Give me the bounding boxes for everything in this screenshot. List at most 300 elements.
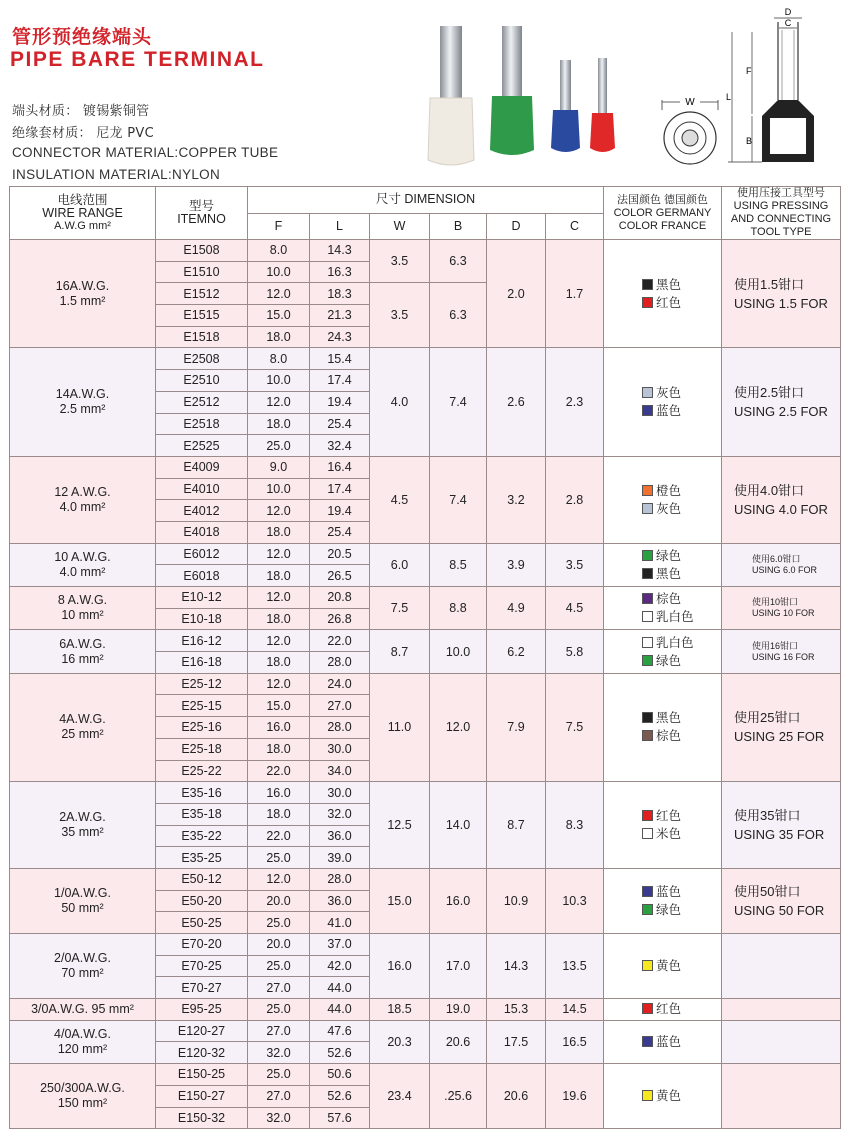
d-cell: 6.2 <box>487 630 546 673</box>
color-cell <box>604 587 722 630</box>
f-cell: 20.0 <box>248 934 310 956</box>
item-no-cell: E150-25 <box>156 1064 248 1086</box>
l-cell: 36.0 <box>310 825 370 847</box>
color-swatch <box>642 1003 653 1014</box>
b-cell: 6.3 <box>430 283 487 348</box>
d-cell: 2.6 <box>487 348 546 456</box>
color-swatch <box>642 550 653 561</box>
wire-range-line: 6A.W.G. <box>59 636 106 651</box>
item-no-cell: E25-16 <box>156 717 248 739</box>
w-cell: 3.5 <box>370 240 430 283</box>
d-cell: 15.3 <box>487 999 546 1021</box>
tool-cell <box>722 543 841 586</box>
color-entry <box>642 547 721 565</box>
color-entry <box>642 384 721 402</box>
color-cell <box>604 630 722 673</box>
f-cell: 16.0 <box>248 782 310 804</box>
f-cell: 25.0 <box>248 847 310 869</box>
color-label: 棕色 <box>656 592 682 607</box>
color-entry <box>642 294 721 312</box>
dim-label-l: L <box>726 92 732 102</box>
color-label: 红色 <box>656 1002 682 1017</box>
wire-range-cell <box>10 240 156 348</box>
header-color: 法国颜色 德国颜色 COLOR GERMANY COLOR FRANCE <box>604 187 722 240</box>
f-cell: 12.0 <box>248 391 310 413</box>
color-swatch <box>642 503 653 514</box>
b-cell: 12.0 <box>430 673 487 781</box>
wire-range-cell <box>10 934 156 999</box>
b-cell: 14.0 <box>430 782 487 869</box>
d-cell: 3.2 <box>487 456 546 543</box>
w-cell: 6.0 <box>370 543 430 586</box>
f-cell: 25.0 <box>248 435 310 457</box>
color-entry <box>642 634 721 652</box>
wire-range-line: 1.5 mm² <box>59 293 106 308</box>
l-cell: 20.5 <box>310 543 370 565</box>
c-cell: 10.3 <box>546 868 604 933</box>
tool-cell <box>722 868 841 933</box>
color-cell <box>604 543 722 586</box>
color-label: 蓝色 <box>656 1034 682 1049</box>
item-no-cell: E6012 <box>156 543 248 565</box>
w-cell: 4.5 <box>370 456 430 543</box>
l-cell: 22.0 <box>310 630 370 652</box>
f-cell: 18.0 <box>248 326 310 348</box>
color-swatch <box>642 279 653 290</box>
tool-cell <box>722 1064 841 1129</box>
color-entry <box>642 652 721 670</box>
l-cell: 25.4 <box>310 413 370 435</box>
item-no-cell: E2508 <box>156 348 248 370</box>
item-no-cell: E4012 <box>156 500 248 522</box>
table-row <box>10 673 841 695</box>
l-cell: 17.4 <box>310 478 370 500</box>
l-cell: 30.0 <box>310 782 370 804</box>
color-entry <box>642 883 721 901</box>
wire-range-line: 35 mm² <box>61 825 104 840</box>
f-cell: 18.0 <box>248 565 310 587</box>
l-cell: 16.4 <box>310 456 370 478</box>
item-no-cell: E4010 <box>156 478 248 500</box>
w-cell: 20.3 <box>370 1020 430 1063</box>
item-no-cell: E1508 <box>156 240 248 262</box>
item-no-cell: E4018 <box>156 521 248 543</box>
d-cell: 14.3 <box>487 934 546 999</box>
item-no-cell: E150-32 <box>156 1107 248 1129</box>
d-cell: 8.7 <box>487 782 546 869</box>
b-cell: 8.5 <box>430 543 487 586</box>
table-row <box>10 348 841 370</box>
item-no-cell: E1510 <box>156 261 248 283</box>
color-label: 蓝色 <box>656 884 682 899</box>
color-swatch <box>642 904 653 915</box>
d-cell: 3.9 <box>487 543 546 586</box>
wire-range-line: 16A.W.G. <box>55 278 110 293</box>
tool-line: USING 2.5 FOR <box>734 404 828 420</box>
l-cell: 21.3 <box>310 305 370 327</box>
l-cell: 36.0 <box>310 890 370 912</box>
wire-range-cell <box>10 782 156 869</box>
w-cell: 23.4 <box>370 1064 430 1129</box>
item-no-cell: E10-12 <box>156 587 248 609</box>
tool-line: USING 1.5 FOR <box>734 295 828 311</box>
color-entry <box>642 608 721 626</box>
item-no-cell: E120-32 <box>156 1042 248 1064</box>
item-no-cell: E16-18 <box>156 652 248 674</box>
color-cell <box>604 240 722 348</box>
w-cell: 4.0 <box>370 348 430 456</box>
dim-label-b: B <box>746 136 753 146</box>
item-no-cell: E10-18 <box>156 608 248 630</box>
f-cell: 15.0 <box>248 305 310 327</box>
wire-range-line: 150 mm² <box>57 1096 108 1111</box>
wire-range-line: 4.0 mm² <box>59 499 106 514</box>
header-l: L <box>310 213 370 240</box>
terminal-photos <box>420 18 640 168</box>
wire-range-line: 4.0 mm² <box>59 564 106 579</box>
b-cell: 16.0 <box>430 868 487 933</box>
l-cell: 42.0 <box>310 955 370 977</box>
f-cell: 12.0 <box>248 283 310 305</box>
white-terminal-tube <box>440 26 462 98</box>
color-label: 橙色 <box>656 483 682 498</box>
color-label: 棕色 <box>656 729 682 744</box>
l-cell: 25.4 <box>310 521 370 543</box>
d-cell: 20.6 <box>487 1064 546 1129</box>
item-no-cell: E50-12 <box>156 868 248 890</box>
color-swatch <box>642 568 653 579</box>
l-cell: 14.3 <box>310 240 370 262</box>
c-cell: 2.8 <box>546 456 604 543</box>
d-cell: 17.5 <box>487 1020 546 1063</box>
color-entry <box>642 901 721 919</box>
color-cell <box>604 1064 722 1129</box>
color-label: 黑色 <box>656 277 682 292</box>
wire-range-line: 70 mm² <box>61 966 104 981</box>
item-no-cell: E2510 <box>156 370 248 392</box>
tool-line: USING 10 FOR <box>752 608 815 619</box>
color-label: 灰色 <box>656 386 682 401</box>
tool-cell <box>722 673 841 781</box>
tool-line: 使用4.0钳口 <box>734 482 805 498</box>
color-label: 绿色 <box>656 902 682 917</box>
tool-line: 使用50钳口 <box>734 883 801 899</box>
color-swatch <box>642 960 653 971</box>
color-entry <box>642 957 721 975</box>
c-cell: 3.5 <box>546 543 604 586</box>
tool-line: USING 16 FOR <box>752 651 815 662</box>
f-cell: 12.0 <box>248 868 310 890</box>
l-cell: 20.8 <box>310 587 370 609</box>
f-cell: 25.0 <box>248 1064 310 1086</box>
l-cell: 19.4 <box>310 391 370 413</box>
wire-range-cell <box>10 868 156 933</box>
header-d: D <box>487 213 546 240</box>
dim-label-d: D <box>784 7 792 17</box>
table-row <box>10 1020 841 1042</box>
wire-range-cell <box>10 456 156 543</box>
color-swatch <box>642 637 653 648</box>
c-cell: 5.8 <box>546 630 604 673</box>
b-cell: 7.4 <box>430 456 487 543</box>
l-cell: 57.6 <box>310 1107 370 1129</box>
color-swatch <box>642 730 653 741</box>
header-wire-range: 电线范围 WIRE RANGE A.W.G mm² <box>10 187 156 240</box>
item-no-cell: E6018 <box>156 565 248 587</box>
table-row <box>10 1064 841 1086</box>
color-label: 红色 <box>656 809 682 824</box>
color-label: 黑色 <box>656 711 682 726</box>
w-cell: 11.0 <box>370 673 430 781</box>
header-f: F <box>248 213 310 240</box>
table-row <box>10 456 841 478</box>
item-no-cell: E150-27 <box>156 1085 248 1107</box>
wire-range-cell <box>10 1064 156 1129</box>
wire-range-cell <box>10 543 156 586</box>
f-cell: 15.0 <box>248 695 310 717</box>
b-cell: .25.6 <box>430 1064 487 1129</box>
color-cell <box>604 934 722 999</box>
tool-line: 使用2.5钳口 <box>734 385 805 401</box>
wire-range-cell <box>10 1020 156 1063</box>
item-no-cell: E1518 <box>156 326 248 348</box>
c-cell: 14.5 <box>546 999 604 1021</box>
tool-cell <box>722 587 841 630</box>
b-cell: 6.3 <box>430 240 487 283</box>
color-entry <box>642 565 721 583</box>
red-terminal-sleeve <box>590 113 615 152</box>
color-entry <box>642 727 721 745</box>
color-label: 红色 <box>656 295 682 310</box>
f-cell: 25.0 <box>248 955 310 977</box>
item-no-cell: E2512 <box>156 391 248 413</box>
color-cell <box>604 348 722 456</box>
tool-cell <box>722 456 841 543</box>
color-cell <box>604 673 722 781</box>
wire-range-line: 25 mm² <box>61 727 104 742</box>
color-swatch <box>642 611 653 622</box>
l-cell: 52.6 <box>310 1042 370 1064</box>
color-swatch <box>642 485 653 496</box>
l-cell: 37.0 <box>310 934 370 956</box>
f-cell: 12.0 <box>248 587 310 609</box>
color-swatch <box>642 387 653 398</box>
l-cell: 15.4 <box>310 348 370 370</box>
l-cell: 30.0 <box>310 738 370 760</box>
table-row <box>10 782 841 804</box>
table-row <box>10 934 841 956</box>
item-no-cell: E35-22 <box>156 825 248 847</box>
f-cell: 20.0 <box>248 890 310 912</box>
table-row <box>10 630 841 652</box>
wire-range-cell <box>10 587 156 630</box>
l-cell: 52.6 <box>310 1085 370 1107</box>
b-cell: 17.0 <box>430 934 487 999</box>
color-entry <box>642 709 721 727</box>
item-no-cell: E1515 <box>156 305 248 327</box>
color-swatch <box>642 712 653 723</box>
item-no-cell: E25-22 <box>156 760 248 782</box>
b-cell: 19.0 <box>430 999 487 1021</box>
tool-line: USING 35 FOR <box>734 827 825 843</box>
color-swatch <box>642 1090 653 1101</box>
f-cell: 18.0 <box>248 738 310 760</box>
f-cell: 8.0 <box>248 240 310 262</box>
color-label: 黄色 <box>656 1089 682 1104</box>
blue-terminal-tube <box>560 60 571 110</box>
item-no-cell: E70-27 <box>156 977 248 999</box>
color-label: 绿色 <box>656 548 682 563</box>
color-cell <box>604 782 722 869</box>
dim-label-w: W <box>685 97 695 108</box>
tool-line: 使用10钳口 <box>752 597 799 608</box>
wire-range-cell <box>10 999 156 1021</box>
f-cell: 27.0 <box>248 1085 310 1107</box>
color-cell <box>604 999 722 1021</box>
color-cell <box>604 868 722 933</box>
l-cell: 39.0 <box>310 847 370 869</box>
connector-material-cn: 端头材质： 镀锡紫铜管 <box>12 104 150 119</box>
wire-range-line: 16 mm² <box>61 651 104 666</box>
tool-cell <box>722 934 841 999</box>
l-cell: 26.5 <box>310 565 370 587</box>
c-cell: 2.3 <box>546 348 604 456</box>
b-cell: 20.6 <box>430 1020 487 1063</box>
color-label: 绿色 <box>656 653 682 668</box>
title-chinese: 管形预绝缘端头 <box>12 26 153 48</box>
item-no-cell: E70-20 <box>156 934 248 956</box>
l-cell: 32.4 <box>310 435 370 457</box>
wire-range-line: 2.5 mm² <box>59 402 106 417</box>
l-cell: 44.0 <box>310 977 370 999</box>
item-no-cell: E25-12 <box>156 673 248 695</box>
c-cell: 13.5 <box>546 934 604 999</box>
color-entry <box>642 825 721 843</box>
c-cell: 16.5 <box>546 1020 604 1063</box>
l-cell: 28.0 <box>310 717 370 739</box>
f-cell: 32.0 <box>248 1107 310 1129</box>
color-cell <box>604 1020 722 1063</box>
w-cell: 15.0 <box>370 868 430 933</box>
w-cell: 12.5 <box>370 782 430 869</box>
d-cell: 4.9 <box>487 587 546 630</box>
green-terminal-sleeve <box>490 96 534 155</box>
color-swatch <box>642 593 653 604</box>
item-no-cell: E25-15 <box>156 695 248 717</box>
blue-terminal-sleeve <box>551 110 580 152</box>
wire-range-line: 4/0A.W.G. <box>54 1026 111 1041</box>
f-cell: 27.0 <box>248 1020 310 1042</box>
table-row <box>10 587 841 609</box>
tool-line: 使用1.5钳口 <box>734 276 805 292</box>
item-no-cell: E1512 <box>156 283 248 305</box>
l-cell: 18.3 <box>310 283 370 305</box>
w-cell: 3.5 <box>370 283 430 348</box>
l-cell: 26.8 <box>310 608 370 630</box>
l-cell: 24.3 <box>310 326 370 348</box>
f-cell: 18.0 <box>248 413 310 435</box>
color-entry <box>642 1000 721 1018</box>
wire-range-cell <box>10 630 156 673</box>
color-swatch <box>642 1036 653 1047</box>
table-row <box>10 240 841 262</box>
c-cell: 4.5 <box>546 587 604 630</box>
wire-range-cell <box>10 673 156 781</box>
d-cell: 7.9 <box>487 673 546 781</box>
tool-line: 使用35钳口 <box>734 808 801 824</box>
l-cell: 28.0 <box>310 652 370 674</box>
f-cell: 12.0 <box>248 630 310 652</box>
f-cell: 22.0 <box>248 760 310 782</box>
d-cell: 10.9 <box>487 868 546 933</box>
f-cell: 10.0 <box>248 478 310 500</box>
item-no-cell: E16-12 <box>156 630 248 652</box>
color-label: 乳白色 <box>656 635 694 650</box>
wire-range-line: 10 A.W.G. <box>54 549 111 564</box>
item-no-cell: E2518 <box>156 413 248 435</box>
l-cell: 27.0 <box>310 695 370 717</box>
tool-cell <box>722 1020 841 1063</box>
l-cell: 24.0 <box>310 673 370 695</box>
connector-material-en: CONNECTOR MATERIAL:COPPER TUBE <box>12 145 279 160</box>
tool-cell <box>722 240 841 348</box>
color-cell <box>604 456 722 543</box>
f-cell: 27.0 <box>248 977 310 999</box>
color-entry <box>642 1033 721 1051</box>
l-cell: 19.4 <box>310 500 370 522</box>
c-cell: 19.6 <box>546 1064 604 1129</box>
color-entry <box>642 590 721 608</box>
f-cell: 10.0 <box>248 261 310 283</box>
f-cell: 12.0 <box>248 543 310 565</box>
f-cell: 25.0 <box>248 999 310 1021</box>
b-cell: 8.8 <box>430 587 487 630</box>
color-label: 灰色 <box>656 501 682 516</box>
title-english: PIPE BARE TERMINAL <box>10 48 265 71</box>
header-w: W <box>370 213 430 240</box>
tool-line: USING 25 FOR <box>734 729 825 745</box>
f-cell: 18.0 <box>248 521 310 543</box>
color-entry <box>642 1087 721 1105</box>
color-swatch <box>642 828 653 839</box>
w-cell: 7.5 <box>370 587 430 630</box>
f-cell: 18.0 <box>248 608 310 630</box>
color-label: 米色 <box>656 827 682 842</box>
item-no-cell: E50-20 <box>156 890 248 912</box>
color-label: 乳白色 <box>656 610 694 625</box>
wire-range-line: 3/0A.W.G. 95 mm² <box>31 1001 134 1016</box>
wire-range-line: 1/0A.W.G. <box>54 885 111 900</box>
item-no-cell: E70-25 <box>156 955 248 977</box>
color-entry <box>642 500 721 518</box>
wire-range-line: 12 A.W.G. <box>54 484 111 499</box>
f-cell: 12.0 <box>248 673 310 695</box>
tool-cell <box>722 630 841 673</box>
l-cell: 34.0 <box>310 760 370 782</box>
wire-range-line: 4A.W.G. <box>59 712 106 727</box>
color-entry <box>642 807 721 825</box>
c-cell: 1.7 <box>546 240 604 348</box>
table-row <box>10 868 841 890</box>
header-item-no: 型号 ITEMNO <box>156 187 248 240</box>
white-terminal-sleeve <box>428 98 474 165</box>
color-entry <box>642 276 721 294</box>
header-c: C <box>546 213 604 240</box>
wire-range-cell <box>10 348 156 456</box>
color-label: 黑色 <box>656 566 682 581</box>
f-cell: 32.0 <box>248 1042 310 1064</box>
wire-range-line: 2A.W.G. <box>59 810 106 825</box>
